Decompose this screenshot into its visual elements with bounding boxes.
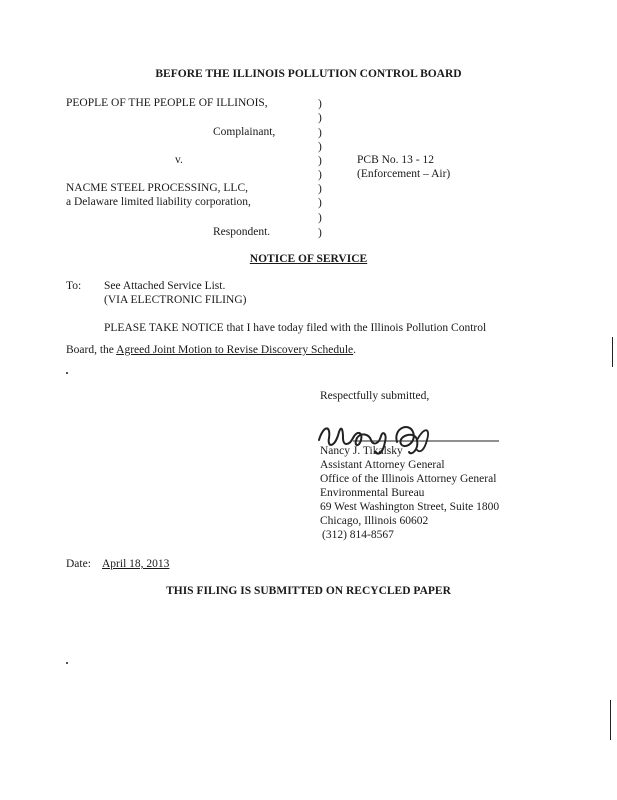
scan-edge-mark <box>612 337 613 367</box>
attorney-office: Office of the Illinois Attorney General <box>320 473 497 485</box>
case-number: PCB No. 13 - 12 <box>357 154 434 166</box>
plaintiff-name: PEOPLE OF THE PEOPLE OF ILLINOIS, <box>66 97 268 109</box>
body-prefix: Board, the <box>66 344 117 356</box>
notice-heading: NOTICE OF SERVICE <box>249 253 368 265</box>
recycled-paper-notice: THIS FILING IS SUBMITTED ON RECYCLED PAPER <box>166 585 451 597</box>
defendant-role: Respondent. <box>213 226 271 238</box>
caption-paren: ) <box>318 127 322 139</box>
body-suffix: . <box>353 344 357 356</box>
attorney-address-line-2: Chicago, Illinois 60602 <box>320 515 429 527</box>
attorney-bureau: Environmental Bureau <box>320 487 425 499</box>
case-type: (Enforcement – Air) <box>357 168 451 180</box>
date-label: Date: <box>66 558 91 570</box>
caption-paren: ) <box>318 183 322 195</box>
plaintiff-role: Complainant, <box>213 126 276 138</box>
scan-speck <box>66 662 68 664</box>
caption-paren: ) <box>318 169 322 181</box>
motion-title: Agreed Joint Motion to Revise Discovery Schedule <box>116 344 354 356</box>
caption-paren: ) <box>318 155 322 167</box>
attorney-name: Nancy J. Tikalsky <box>320 445 403 457</box>
caption-paren: ) <box>318 98 322 110</box>
caption-paren: ) <box>318 112 322 124</box>
defendant-name: NACME STEEL PROCESSING, LLC, <box>66 182 248 194</box>
notice-body-line-1: PLEASE TAKE NOTICE that I have today filed with the Illinois Pollution Control <box>104 322 487 334</box>
scan-edge-mark <box>610 700 611 740</box>
attorney-title: Assistant Attorney General <box>320 459 445 471</box>
service-list-line: See Attached Service List. <box>104 280 226 292</box>
attorney-phone: (312) 814-8567 <box>322 529 394 541</box>
defendant-description: a Delaware limited liability corporation, <box>66 196 251 208</box>
caption-paren: ) <box>318 227 322 239</box>
notice-body-line-2 <box>66 344 356 356</box>
caption-paren: ) <box>318 197 322 209</box>
scan-speck <box>66 372 68 374</box>
to-label: To: <box>66 280 82 292</box>
versus-label: v. <box>175 154 183 166</box>
document-title: BEFORE THE ILLINOIS POLLUTION CONTROL BOARD <box>155 68 462 80</box>
caption-paren: ) <box>318 141 322 153</box>
attorney-address-line-1: 69 West Washington Street, Suite 1800 <box>320 501 500 513</box>
closing: Respectfully submitted, <box>320 390 430 402</box>
caption-paren: ) <box>318 212 322 224</box>
filing-method-line: (VIA ELECTRONIC FILING) <box>104 294 247 306</box>
date-value: April 18, 2013 <box>102 558 170 570</box>
